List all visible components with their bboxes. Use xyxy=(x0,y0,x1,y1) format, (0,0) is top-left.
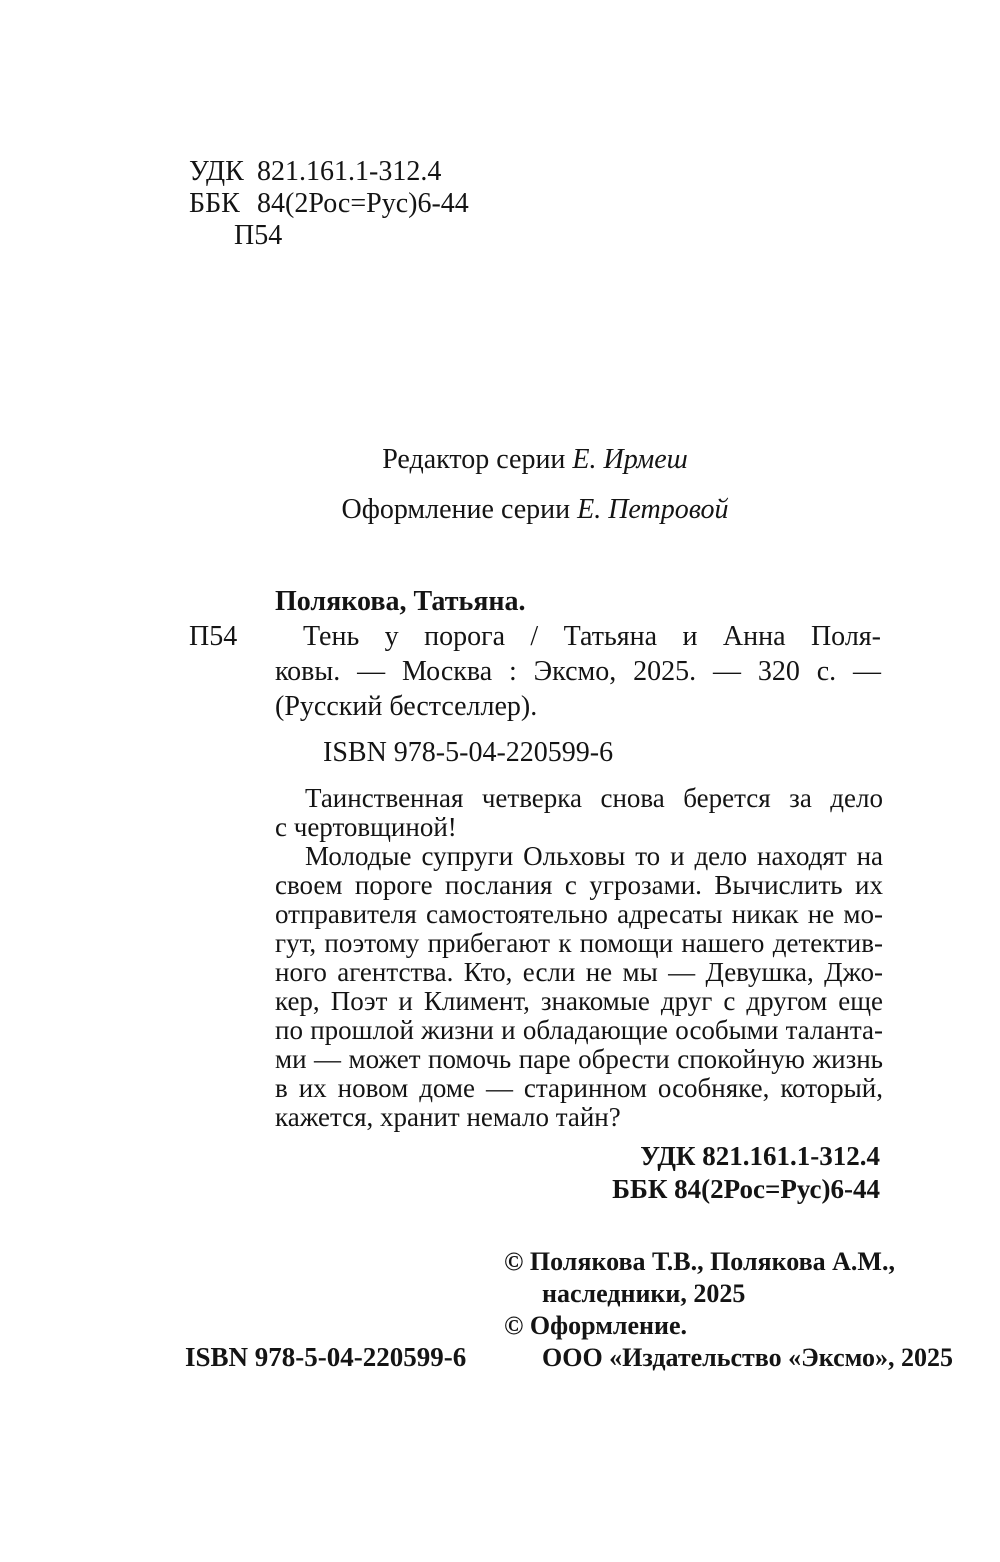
copyright-block xyxy=(504,1246,953,1374)
annotation-line: в их новом доме — старинном особняке, который, xyxy=(275,1073,883,1103)
udk-value: 821.161.1-312.4 xyxy=(257,156,442,187)
catalog-entry xyxy=(275,584,881,770)
annotation-line: кажется, хранит немало тайн? xyxy=(275,1102,621,1132)
series-editor-line xyxy=(185,444,885,476)
annotation-line: кер, Поэт и Климент, знакомые друг с другом еще xyxy=(275,986,883,1016)
catalog-author-heading: Полякова, Татьяна. xyxy=(275,586,526,617)
annotation-line: по прошлой жизни и обладающие особыми таланта- xyxy=(275,1015,883,1045)
copyright-heirs-line: наследники, 2025 xyxy=(542,1279,746,1308)
series-designer-name: Е. Петровой xyxy=(577,494,729,525)
annotation-line: гут, поэтому прибегают к помощи нашего детектив- xyxy=(275,928,883,958)
footer-udk-code: УДК 821.161.1-312.4 xyxy=(640,1141,880,1171)
author-sign: П54 xyxy=(234,220,283,251)
catalog-entry-line: Тень у порога / Татьяна и Анна Поля- xyxy=(303,621,881,652)
catalog-entry-line: ковы. — Москва : Эксмо, 2025. — 320 с. — xyxy=(275,656,881,687)
series-designer-role: Оформление серии xyxy=(341,494,571,525)
series-designer-line xyxy=(185,494,885,526)
series-credits xyxy=(185,444,885,526)
copyright-publisher-line: ООО «Издательство «Эксмо», 2025 xyxy=(542,1343,954,1372)
bbk-value: 84(2Рос=Рус)6-44 xyxy=(257,188,469,219)
annotation-line: Молодые супруги Ольховы то и дело находят на xyxy=(305,841,883,871)
annotation-line: ного агентства. Кто, если не мы — Девушка, Джо- xyxy=(275,957,883,987)
bbk-code-line xyxy=(189,188,469,220)
annotation-line: ми — может помочь паре обрести спокойную жизнь xyxy=(275,1044,883,1074)
catalog-margin-sign: П54 xyxy=(189,621,238,652)
series-editor-name: Е. Ирмеш xyxy=(572,444,688,475)
copyright-authors-line: © Полякова Т.В., Полякова А.М., xyxy=(504,1247,895,1276)
udk-code-line xyxy=(189,156,469,188)
udk-label: УДК xyxy=(189,156,244,187)
bottom-isbn: ISBN 978-5-04-220599-6 xyxy=(185,1342,467,1372)
footer-classification-codes xyxy=(612,1140,880,1206)
bbk-label: ББК xyxy=(189,188,240,219)
annotation-line: Таинственная четверка снова берется за дело xyxy=(305,783,883,813)
annotation-line: с чертовщиной! xyxy=(275,812,457,842)
catalog-isbn: ISBN 978-5-04-220599-6 xyxy=(323,737,614,768)
annotation xyxy=(275,784,883,1132)
annotation-line: отправителя самостоятельно адресаты никак не мо- xyxy=(275,899,883,929)
annotation-line: своем пороге послания с угрозами. Вычислить их xyxy=(275,870,883,900)
catalog-entry-line: (Русский бестселлер). xyxy=(275,691,538,722)
classification-codes xyxy=(189,156,469,252)
copyright-design-line: © Оформление. xyxy=(504,1311,688,1340)
series-editor-role: Редактор серии xyxy=(382,444,566,475)
footer-bbk-code: ББК 84(2Рос=Рус)6-44 xyxy=(612,1174,880,1204)
